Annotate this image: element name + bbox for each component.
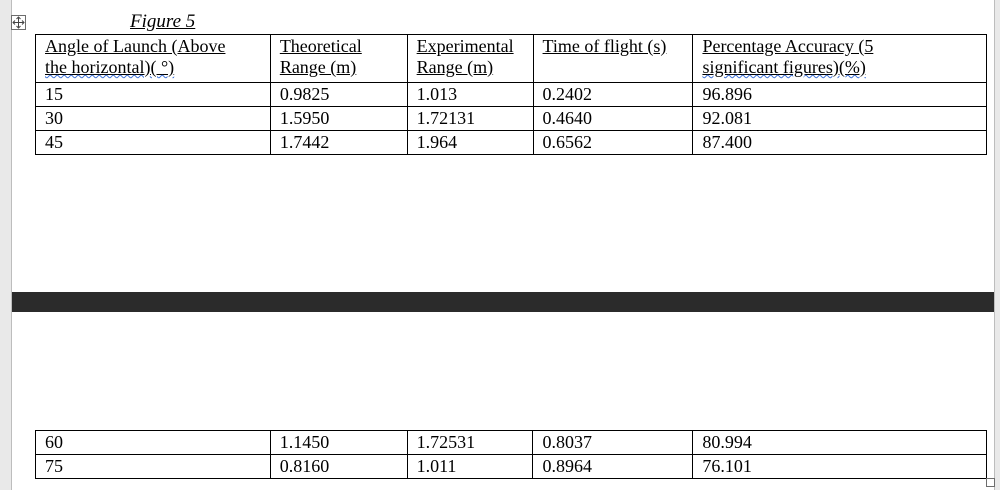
table-cell[interactable]: 15 <box>36 83 271 107</box>
header-percentage-accuracy[interactable] <box>693 35 987 83</box>
header-angle-line-1: Angle of Launch (Above <box>45 36 226 56</box>
table-cell[interactable]: 0.8160 <box>270 455 407 479</box>
table-cell[interactable]: 1.964 <box>407 131 533 155</box>
table-cell[interactable]: 92.081 <box>693 107 987 131</box>
table-cell[interactable]: 1.72531 <box>407 431 533 455</box>
header-time-line-1: Time of flight (s) <box>542 36 667 56</box>
header-theoretical-line-1: Theoretical <box>279 36 362 56</box>
table-cell[interactable]: 1.011 <box>407 455 533 479</box>
figure-caption: Figure 5 <box>130 11 196 32</box>
header-experimental-line-2: Range (m) <box>416 57 494 77</box>
table-cell[interactable]: 80.994 <box>693 431 987 455</box>
table-row <box>36 131 987 155</box>
table-cell[interactable]: 0.2402 <box>533 83 693 107</box>
document-left-margin <box>0 0 12 490</box>
table-cell[interactable]: 96.896 <box>693 83 987 107</box>
table-cell[interactable]: 75 <box>36 455 271 479</box>
table-cell[interactable]: 1.1450 <box>270 431 407 455</box>
header-accuracy-line-1: Percentage Accuracy (5 <box>702 36 874 56</box>
move-cross-icon <box>12 16 25 29</box>
table-cell[interactable]: 0.6562 <box>533 131 693 155</box>
table-cell[interactable]: 1.013 <box>407 83 533 107</box>
table-resize-handle[interactable] <box>986 478 995 487</box>
header-accuracy-line-2: significant figures)(%) <box>702 57 866 77</box>
table-cell[interactable]: 0.8964 <box>533 455 693 479</box>
header-theoretical-line-2: Range (m) <box>279 57 357 77</box>
data-table-page-1[interactable] <box>35 34 987 155</box>
table-cell[interactable]: 0.9825 <box>270 83 407 107</box>
document-right-margin <box>994 0 1000 490</box>
table-cell[interactable]: 60 <box>36 431 271 455</box>
table-move-handle[interactable] <box>11 15 26 30</box>
table-cell[interactable]: 30 <box>36 107 271 131</box>
table-header-row <box>36 35 987 83</box>
header-experimental-line-1: Experimental <box>416 36 514 56</box>
table-row <box>36 83 987 107</box>
header-experimental-range[interactable] <box>407 35 533 83</box>
table-cell[interactable]: 1.72131 <box>407 107 533 131</box>
header-theoretical-range[interactable] <box>270 35 407 83</box>
header-time-of-flight[interactable] <box>533 35 693 83</box>
data-table-page-2[interactable] <box>35 430 987 479</box>
table-cell[interactable]: 0.4640 <box>533 107 693 131</box>
table-row <box>36 107 987 131</box>
table-cell[interactable]: 45 <box>36 131 271 155</box>
table-cell[interactable]: 76.101 <box>693 455 987 479</box>
header-angle[interactable] <box>36 35 271 83</box>
table-cell[interactable]: 1.7442 <box>270 131 407 155</box>
table-row <box>36 455 987 479</box>
table-cell[interactable]: 1.5950 <box>270 107 407 131</box>
table-cell[interactable]: 0.8037 <box>533 431 693 455</box>
table-cell[interactable]: 87.400 <box>693 131 987 155</box>
table-row <box>36 431 987 455</box>
header-angle-line-2: the horizontal)( °) <box>45 57 175 77</box>
